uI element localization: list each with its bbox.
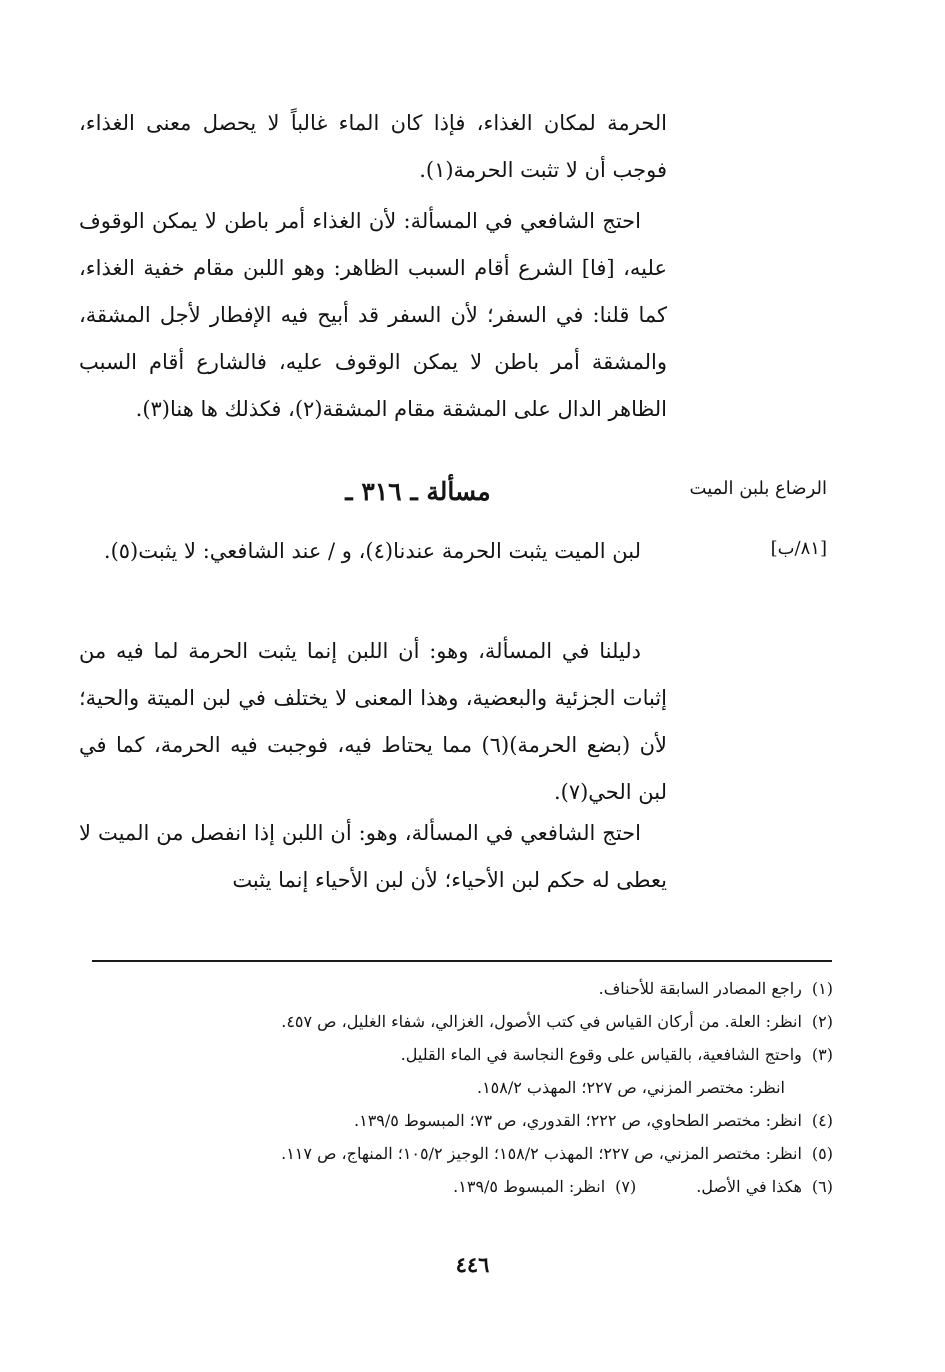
footnote-5 [93,1137,833,1170]
footnote-number: (٢) [811,1012,833,1031]
body-paragraph: احتج الشافعي في المسألة: لأن الغذاء أمر باطن لا يمكن الوقوف عليه، [فا] الشرع أقام السبب الظاهر: وهو اللبن مقام خفية الغذاء، كما قلنا: في السفر؛ لأن السفر قد أبيح فيه الإفطار لأجل المشقة، والمشقة أمر باطن لا يمكن الوقوف عليه، فالشارع أقام السبب الظاهر الدال على المشقة مقام المشقة(٢)، فكذلك ها هنا(٣). [79,209,667,421]
footnote-text: انظر: العلة. من أركان القياس في كتب الأصول، الغزالي، شفاء الغليل، ص ٤٥٧. [281,1012,802,1031]
page-number: ٤٤٦ [455,1252,490,1277]
paragraph-ruling [79,528,667,575]
footnotes [93,972,833,1203]
footnote-1 [93,972,833,1005]
footnote-number: (١) [811,979,833,998]
paragraph-shafii-argument [79,198,667,433]
footnote-text: هكذا في الأصل. [696,1177,802,1196]
footnote-2 [93,1005,833,1038]
body-paragraph: الحرمة لمكان الغذاء، فإذا كان الماء غالباً لا يحصل معنى الغذاء، فوجب أن لا تثبت الحرمة(١). [79,111,667,182]
footnote-number: (٤) [811,1111,833,1130]
paragraph-continuation [79,100,667,194]
footnote-text: راجع المصادر السابقة للأحناف. [598,979,802,998]
margin-topic-note: الرضاع بلبن الميت [689,478,827,499]
footnote-text: واحتج الشافعية، بالقياس على وقوع النجاسة في الماء القليل. [400,1045,802,1064]
paragraph-evidence [79,628,667,816]
section-heading: مسألة ـ ٣١٦ ـ [345,477,491,506]
body-paragraph: احتج الشافعي في المسألة، وهو: أن اللبن إذا انفصل من الميت لا يعطى له حكم لبن الأحياء؛ لأن لبن الأحياء إنما يثبت [79,821,667,892]
footnote-6 [696,1170,833,1203]
paragraph-shafii-evidence [79,810,667,904]
body-paragraph: دليلنا في المسألة، وهو: أن اللبن إنما يثبت الحرمة لما فيه من إثبات الجزئية والبعضية، وهذا المعنى لا يختلف في لبن الميتة والحية؛ لأن (بضع الحرمة)(٦) مما يحتاط فيه، فوجبت فيه الحرمة، كما في لبن الحي(٧). [79,639,667,804]
footnote-number: (٣) [811,1045,833,1064]
footnote-text: انظر: مختصر الطحاوي، ص ٢٢٢؛ القدوري، ص ٧٣؛ المبسوط ١٣٩/٥. [354,1111,802,1130]
footnote-7 [453,1170,636,1203]
footnote-number: (٧) [615,1177,637,1196]
footnote-4 [93,1104,833,1137]
body-paragraph: لبن الميت يثبت الحرمة عندنا(٤)، و / عند الشافعي: لا يثبت(٥). [103,539,641,563]
footnote-row-6-7 [93,1170,833,1203]
footnote-3-reference: انظر: مختصر المزني، ص ٢٢٧؛ المهذب ١٥٨/٢. [476,1078,785,1097]
folio-marker: [٨١/ب] [770,538,827,559]
footnote-divider [92,960,832,962]
footnote-text: انظر: المبسوط ١٣٩/٥. [453,1177,606,1196]
footnote-number: (٥) [811,1144,833,1163]
footnote-text: انظر: مختصر المزني، ص ٢٢٧؛ المهذب ١٥٨/٢؛ الوجيز ١٠٥/٢؛ المنهاج، ص ١١٧. [281,1144,802,1163]
footnote-3 [93,1038,833,1071]
footnote-number: (٦) [811,1177,833,1196]
